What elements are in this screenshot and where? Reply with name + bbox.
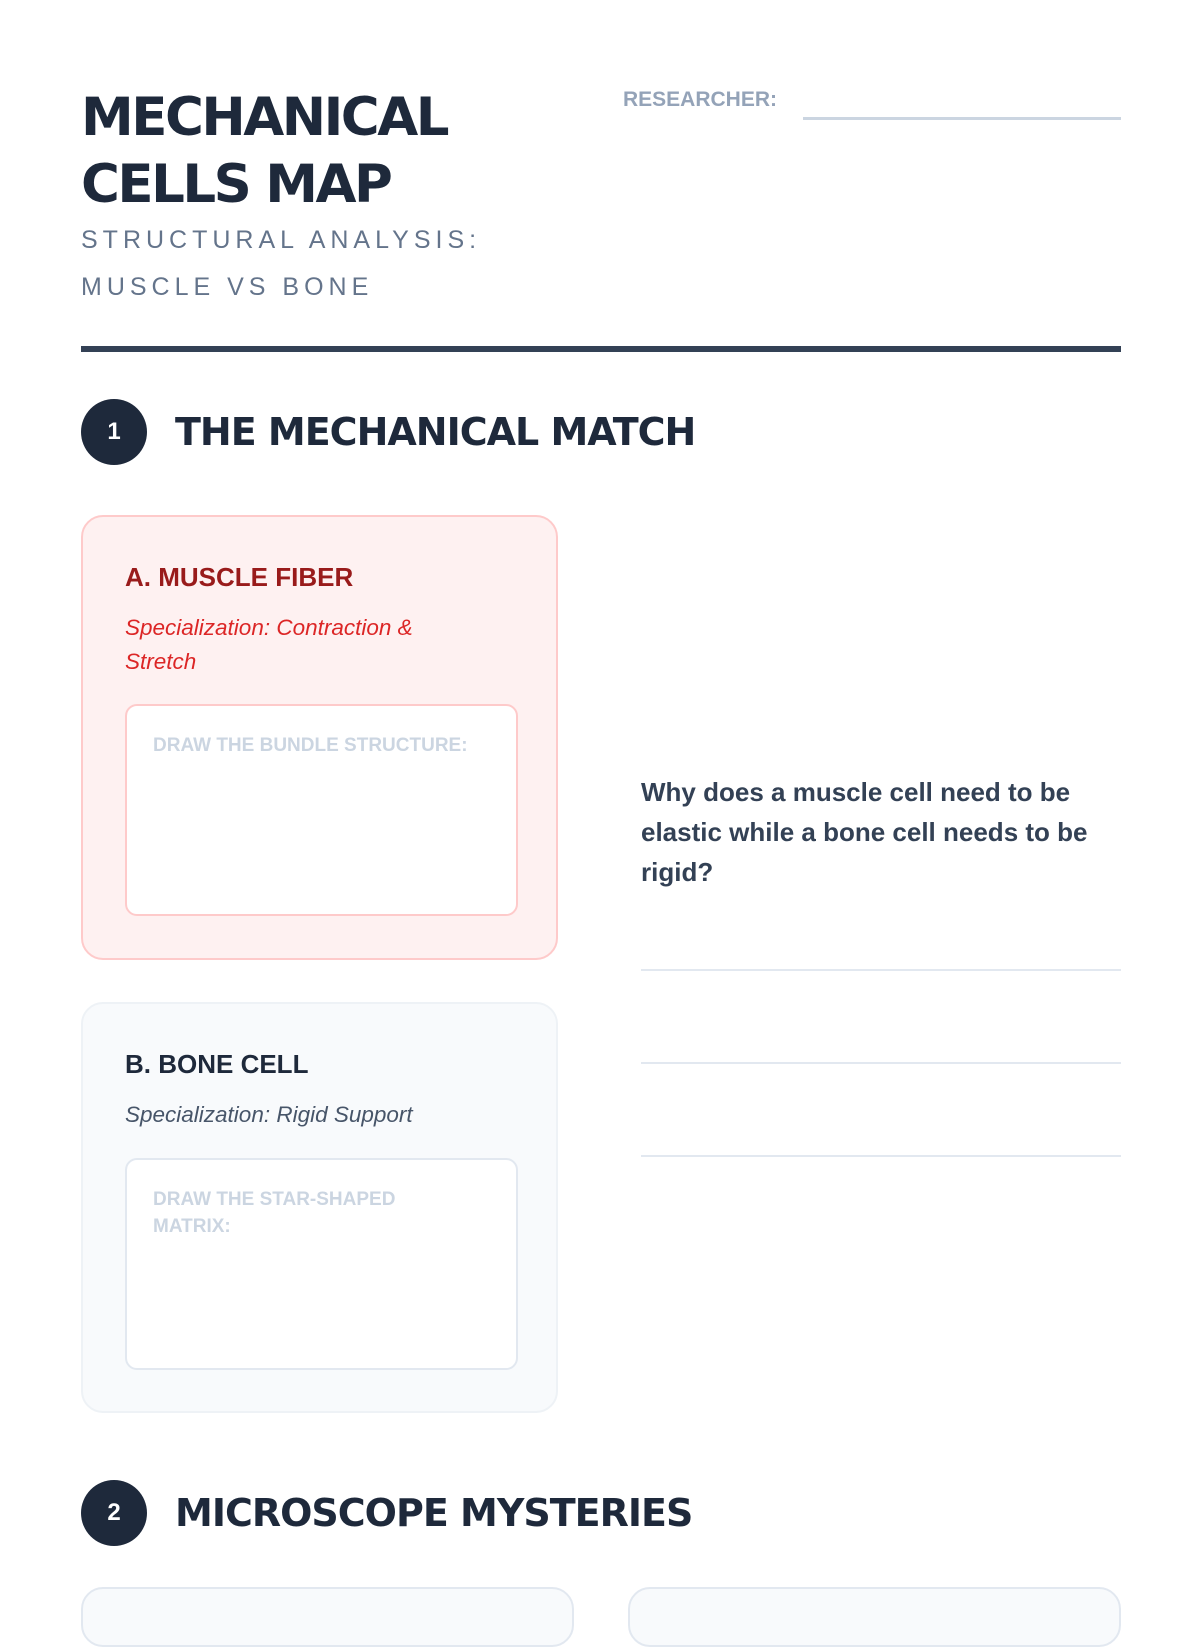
mystery-card-right — [628, 1587, 1121, 1647]
bone-cell-card — [81, 1002, 558, 1413]
header-divider — [81, 346, 1121, 352]
drawing-prompt: DRAW THE STAR-SHAPED MATRIX: — [153, 1189, 396, 1237]
researcher-label: RESEARCHER: — [623, 88, 778, 111]
page-title: MECHANICAL CELLS MAP — [81, 87, 447, 215]
muscle-fiber-card — [81, 515, 558, 960]
researcher-field[interactable] — [623, 84, 1121, 120]
card-title: A. MUSCLE FIBER — [125, 562, 354, 592]
researcher-write-line[interactable] — [803, 117, 1121, 120]
section-title: MICROSCOPE MYSTERIES — [175, 1491, 693, 1535]
section-2-header — [81, 1480, 1121, 1546]
answer-line[interactable] — [641, 1062, 1121, 1064]
worksheet-page — [81, 0, 1121, 1600]
page-subtitle: STRUCTURAL ANALYSIS: MUSCLE VS BONE — [81, 226, 482, 301]
answer-line[interactable] — [641, 969, 1121, 971]
section-title: THE MECHANICAL MATCH — [175, 410, 696, 454]
section-number-badge: 2 — [81, 1480, 147, 1546]
matrix-drawing-area[interactable] — [125, 1158, 518, 1370]
bundle-drawing-area[interactable] — [125, 704, 518, 916]
mystery-card-left — [81, 1587, 574, 1647]
answer-line[interactable] — [641, 1155, 1121, 1157]
section-number-badge: 1 — [81, 399, 147, 465]
section-1-header — [81, 399, 1121, 465]
card-specialization: Specialization: Contraction & Stretch — [125, 615, 413, 674]
card-title: B. BONE CELL — [125, 1049, 309, 1079]
card-specialization: Specialization: Rigid Support — [125, 1102, 413, 1127]
drawing-prompt: DRAW THE BUNDLE STRUCTURE: — [153, 735, 468, 756]
reflection-question: Why does a muscle cell need to be elastic while a bone cell needs to be rigid? — [641, 777, 1088, 887]
